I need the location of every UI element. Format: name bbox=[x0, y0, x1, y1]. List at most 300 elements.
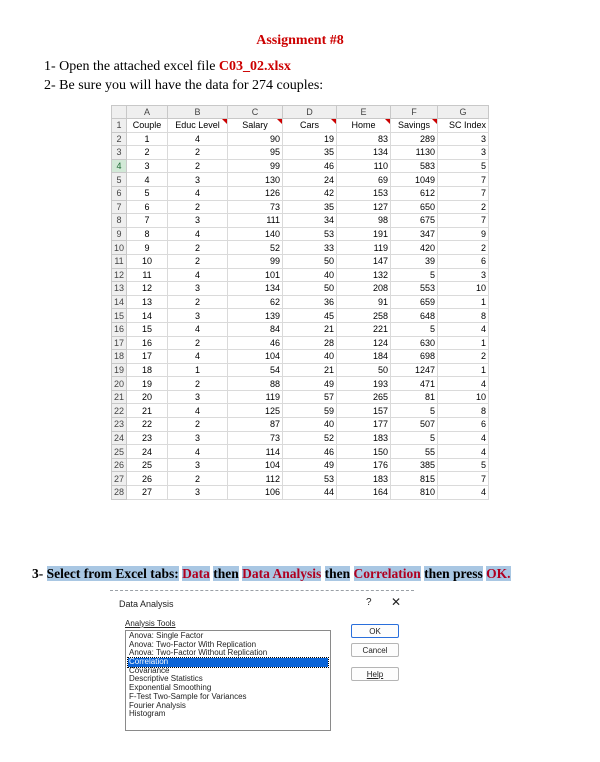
assignment-title: Assignment #8 bbox=[256, 33, 344, 48]
row-number[interactable]: 6 bbox=[112, 186, 127, 200]
cell[interactable]: 35 bbox=[283, 200, 337, 214]
cell[interactable]: 147 bbox=[337, 254, 391, 268]
cell[interactable]: 9 bbox=[438, 227, 489, 241]
row-number[interactable]: 12 bbox=[112, 268, 127, 282]
cell[interactable]: 153 bbox=[337, 186, 391, 200]
cell[interactable]: 2 bbox=[438, 200, 489, 214]
excel-file-name[interactable]: C03_02.xlsx bbox=[218, 59, 291, 74]
cell[interactable]: 11 bbox=[127, 268, 168, 282]
cell[interactable]: 258 bbox=[337, 309, 391, 323]
cell[interactable]: 55 bbox=[391, 445, 438, 459]
header-cell[interactable]: Cars bbox=[283, 119, 337, 133]
cell[interactable]: 4 bbox=[438, 431, 489, 445]
cell[interactable]: 39 bbox=[391, 254, 438, 268]
step-3-correlation: Correlation bbox=[353, 566, 421, 581]
cell[interactable]: 42 bbox=[283, 186, 337, 200]
cell[interactable]: 4 bbox=[438, 486, 489, 500]
cell[interactable]: 4 bbox=[438, 445, 489, 459]
row-number[interactable]: 3 bbox=[112, 146, 127, 160]
cell[interactable]: 46 bbox=[228, 336, 283, 350]
cell[interactable]: 1 bbox=[438, 336, 489, 350]
cell[interactable]: 112 bbox=[228, 472, 283, 486]
column-header-row bbox=[112, 106, 489, 119]
cell[interactable]: 98 bbox=[337, 214, 391, 228]
cell[interactable]: 815 bbox=[391, 472, 438, 486]
table-row bbox=[112, 458, 489, 472]
cell[interactable]: 69 bbox=[337, 173, 391, 187]
cell[interactable]: 44 bbox=[283, 486, 337, 500]
cell[interactable]: 2 bbox=[168, 254, 228, 268]
cell[interactable]: 193 bbox=[337, 377, 391, 391]
dialog-title: Data Analysis bbox=[119, 599, 174, 609]
cell[interactable]: 91 bbox=[337, 295, 391, 309]
cell[interactable]: 3 bbox=[168, 458, 228, 472]
row-number[interactable]: 23 bbox=[112, 418, 127, 432]
column-header-a[interactable]: A bbox=[127, 106, 168, 119]
cell[interactable]: 648 bbox=[391, 309, 438, 323]
cell[interactable]: 4 bbox=[127, 173, 168, 187]
row-number[interactable]: 19 bbox=[112, 363, 127, 377]
cell[interactable]: 83 bbox=[337, 132, 391, 146]
row-number[interactable]: 5 bbox=[112, 173, 127, 187]
cell[interactable]: 59 bbox=[283, 404, 337, 418]
cell[interactable]: 2 bbox=[438, 350, 489, 364]
help-question-icon[interactable]: ? bbox=[366, 597, 372, 608]
cell[interactable]: 9 bbox=[127, 241, 168, 255]
cell[interactable]: 124 bbox=[337, 336, 391, 350]
cell[interactable]: 104 bbox=[228, 350, 283, 364]
cell[interactable]: 2 bbox=[168, 377, 228, 391]
cell[interactable]: 164 bbox=[337, 486, 391, 500]
cell[interactable]: 33 bbox=[283, 241, 337, 255]
step-2 bbox=[44, 78, 323, 94]
row-number[interactable]: 28 bbox=[112, 486, 127, 500]
cell[interactable]: 12 bbox=[127, 282, 168, 296]
cell[interactable]: 46 bbox=[283, 445, 337, 459]
cell[interactable]: 40 bbox=[283, 418, 337, 432]
cell[interactable]: 45 bbox=[283, 309, 337, 323]
column-header-d[interactable]: D bbox=[283, 106, 337, 119]
cell[interactable]: 111 bbox=[228, 214, 283, 228]
cell[interactable]: 2 bbox=[168, 295, 228, 309]
table-row bbox=[112, 363, 489, 377]
cell[interactable]: 50 bbox=[283, 254, 337, 268]
cell[interactable]: 289 bbox=[391, 132, 438, 146]
cell[interactable]: 127 bbox=[337, 200, 391, 214]
cell[interactable]: 10 bbox=[127, 254, 168, 268]
analysis-tool-item[interactable]: Anova: Single Factor bbox=[129, 631, 204, 640]
row-number[interactable]: 13 bbox=[112, 282, 127, 296]
step-3-data-analysis: Data Analysis bbox=[242, 566, 322, 581]
cell[interactable]: 14 bbox=[127, 309, 168, 323]
cell[interactable]: 28 bbox=[283, 336, 337, 350]
cell[interactable]: 265 bbox=[337, 390, 391, 404]
table-row bbox=[112, 268, 489, 282]
row-number[interactable]: 2 bbox=[112, 132, 127, 146]
header-cell[interactable]: Savings bbox=[391, 119, 438, 133]
cell[interactable]: 16 bbox=[127, 336, 168, 350]
cell[interactable]: 4 bbox=[168, 350, 228, 364]
cell[interactable]: 99 bbox=[228, 159, 283, 173]
cell[interactable]: 140 bbox=[228, 227, 283, 241]
cell[interactable]: 3 bbox=[168, 214, 228, 228]
header-cell[interactable]: Couple bbox=[127, 119, 168, 133]
cell[interactable]: 810 bbox=[391, 486, 438, 500]
cell[interactable]: 2 bbox=[168, 241, 228, 255]
cell[interactable]: 8 bbox=[438, 404, 489, 418]
close-icon[interactable]: ✕ bbox=[391, 595, 402, 609]
cell[interactable]: 675 bbox=[391, 214, 438, 228]
table-row bbox=[112, 146, 489, 160]
cell[interactable]: 5 bbox=[391, 404, 438, 418]
row-number[interactable]: 22 bbox=[112, 404, 127, 418]
cell[interactable]: 4 bbox=[168, 268, 228, 282]
data-analysis-dialog bbox=[110, 590, 414, 740]
table-row bbox=[112, 241, 489, 255]
row-number[interactable]: 20 bbox=[112, 377, 127, 391]
cell[interactable]: 25 bbox=[127, 458, 168, 472]
cell[interactable]: 87 bbox=[228, 418, 283, 432]
table-row bbox=[112, 377, 489, 391]
cell[interactable]: 21 bbox=[283, 322, 337, 336]
analysis-tool-item[interactable]: Covariance bbox=[129, 665, 170, 675]
cell[interactable]: 40 bbox=[283, 350, 337, 364]
select-all-corner[interactable] bbox=[112, 106, 127, 119]
cell[interactable]: 53 bbox=[283, 472, 337, 486]
row-number[interactable]: 24 bbox=[112, 431, 127, 445]
cell[interactable]: 52 bbox=[283, 431, 337, 445]
cell[interactable]: 7 bbox=[438, 214, 489, 228]
cell[interactable]: 13 bbox=[127, 295, 168, 309]
cell[interactable]: 347 bbox=[391, 227, 438, 241]
cell[interactable]: 6 bbox=[438, 254, 489, 268]
cell[interactable]: 3 bbox=[168, 486, 228, 500]
cell[interactable]: 2 bbox=[168, 336, 228, 350]
cell[interactable]: 18 bbox=[127, 363, 168, 377]
header-cell[interactable]: Educ Level bbox=[168, 119, 228, 133]
cell[interactable]: 40 bbox=[283, 268, 337, 282]
row-number[interactable]: 9 bbox=[112, 227, 127, 241]
cell[interactable]: 95 bbox=[228, 146, 283, 160]
cell[interactable]: 2 bbox=[127, 146, 168, 160]
cell[interactable]: 53 bbox=[283, 227, 337, 241]
ok-button[interactable]: OK bbox=[351, 624, 399, 638]
cell[interactable]: 73 bbox=[228, 431, 283, 445]
cell[interactable]: 126 bbox=[228, 186, 283, 200]
step-3-ok: OK. bbox=[486, 566, 511, 581]
spreadsheet bbox=[111, 105, 489, 500]
column-header-g[interactable]: G bbox=[438, 106, 489, 119]
cell[interactable]: 21 bbox=[127, 404, 168, 418]
cell[interactable]: 8 bbox=[438, 309, 489, 323]
column-header-c[interactable]: C bbox=[228, 106, 283, 119]
cell[interactable]: 27 bbox=[127, 486, 168, 500]
cell[interactable]: 132 bbox=[337, 268, 391, 282]
analysis-tool-item[interactable]: Exponential Smoothing bbox=[129, 683, 212, 693]
cell[interactable]: 134 bbox=[337, 146, 391, 160]
cell[interactable]: 50 bbox=[283, 282, 337, 296]
table-row bbox=[112, 186, 489, 200]
cell[interactable]: 73 bbox=[228, 200, 283, 214]
cell[interactable]: 4 bbox=[168, 404, 228, 418]
row-number[interactable]: 27 bbox=[112, 472, 127, 486]
row-number[interactable]: 7 bbox=[112, 200, 127, 214]
cell[interactable]: 49 bbox=[283, 377, 337, 391]
cell[interactable]: 84 bbox=[228, 322, 283, 336]
row-number[interactable]: 17 bbox=[112, 336, 127, 350]
cell[interactable]: 21 bbox=[283, 363, 337, 377]
cell[interactable]: 19 bbox=[283, 132, 337, 146]
row-number[interactable]: 8 bbox=[112, 214, 127, 228]
step-3-number: 3- bbox=[32, 566, 44, 581]
cell[interactable]: 698 bbox=[391, 350, 438, 364]
cell[interactable]: 90 bbox=[228, 132, 283, 146]
cell[interactable]: 36 bbox=[283, 295, 337, 309]
cell[interactable]: 19 bbox=[127, 377, 168, 391]
analysis-tool-item[interactable]: Correlation bbox=[128, 658, 328, 667]
cell[interactable]: 583 bbox=[391, 159, 438, 173]
cell[interactable]: 8 bbox=[127, 227, 168, 241]
cell[interactable]: 7 bbox=[438, 472, 489, 486]
step-2-text: Be sure you will have the data for 274 couples: bbox=[59, 78, 324, 93]
column-header-e[interactable]: E bbox=[337, 106, 391, 119]
table-row bbox=[112, 159, 489, 173]
analysis-tool-item[interactable]: Descriptive Statistics bbox=[129, 674, 203, 684]
step-1-text: Open the attached excel file bbox=[59, 59, 216, 74]
cell[interactable]: 17 bbox=[127, 350, 168, 364]
step-2-number: 2- bbox=[44, 78, 56, 93]
cell[interactable]: 471 bbox=[391, 377, 438, 391]
cell[interactable]: 2 bbox=[168, 472, 228, 486]
table-row bbox=[112, 282, 489, 296]
cell[interactable]: 612 bbox=[391, 186, 438, 200]
cell[interactable]: 130 bbox=[228, 173, 283, 187]
cell[interactable]: 101 bbox=[228, 268, 283, 282]
cell[interactable]: 104 bbox=[228, 458, 283, 472]
table-row bbox=[112, 132, 489, 146]
row-number[interactable]: 1 bbox=[112, 119, 127, 133]
cell[interactable]: 507 bbox=[391, 418, 438, 432]
cell[interactable]: 24 bbox=[127, 445, 168, 459]
table-row bbox=[112, 200, 489, 214]
cell[interactable]: 3 bbox=[168, 390, 228, 404]
cell[interactable]: 4 bbox=[168, 445, 228, 459]
analysis-tool-item[interactable]: Anova: Two-Factor With Replication bbox=[129, 639, 257, 649]
step-3-data-tab: Data bbox=[182, 566, 210, 581]
cell[interactable]: 1130 bbox=[391, 146, 438, 160]
cell[interactable]: 7 bbox=[438, 173, 489, 187]
row-number[interactable]: 10 bbox=[112, 241, 127, 255]
step-1 bbox=[44, 59, 291, 75]
column-header-b[interactable]: B bbox=[168, 106, 228, 119]
analysis-tool-item[interactable]: F-Test Two-Sample for Variances bbox=[129, 691, 247, 701]
step-3-text-1: Select from Excel tabs: bbox=[46, 566, 179, 581]
cell[interactable]: 20 bbox=[127, 390, 168, 404]
cell[interactable]: 553 bbox=[391, 282, 438, 296]
table-row bbox=[112, 254, 489, 268]
cell[interactable]: 2 bbox=[168, 146, 228, 160]
cell[interactable]: 3 bbox=[438, 146, 489, 160]
analysis-tool-item[interactable]: Fourier Analysis bbox=[129, 700, 186, 710]
step-3-text-2: then bbox=[213, 566, 239, 581]
cell[interactable]: 125 bbox=[228, 404, 283, 418]
table-row bbox=[112, 431, 489, 445]
cell[interactable]: 4 bbox=[168, 132, 228, 146]
cell[interactable]: 1049 bbox=[391, 173, 438, 187]
cell[interactable]: 3 bbox=[438, 268, 489, 282]
cell[interactable]: 5 bbox=[438, 458, 489, 472]
table-row bbox=[112, 486, 489, 500]
cell[interactable]: 1247 bbox=[391, 363, 438, 377]
cancel-button[interactable]: Cancel bbox=[351, 643, 399, 657]
cell[interactable]: 49 bbox=[283, 458, 337, 472]
cell[interactable]: 35 bbox=[283, 146, 337, 160]
cell[interactable]: 10 bbox=[438, 282, 489, 296]
cell[interactable]: 5 bbox=[391, 431, 438, 445]
header-cell[interactable]: Home bbox=[337, 119, 391, 133]
row-number[interactable]: 15 bbox=[112, 309, 127, 323]
cell[interactable]: 1 bbox=[438, 295, 489, 309]
cell[interactable]: 15 bbox=[127, 322, 168, 336]
cell[interactable]: 1 bbox=[127, 132, 168, 146]
cell[interactable]: 4 bbox=[168, 227, 228, 241]
table-row bbox=[112, 418, 489, 432]
cell[interactable]: 7 bbox=[438, 186, 489, 200]
row-number[interactable]: 11 bbox=[112, 254, 127, 268]
cell[interactable]: 184 bbox=[337, 350, 391, 364]
row-number[interactable]: 18 bbox=[112, 350, 127, 364]
table-row bbox=[112, 390, 489, 404]
cell[interactable]: 139 bbox=[228, 309, 283, 323]
cell[interactable]: 10 bbox=[438, 390, 489, 404]
cell[interactable]: 4 bbox=[438, 377, 489, 391]
cell[interactable]: 385 bbox=[391, 458, 438, 472]
cell[interactable]: 150 bbox=[337, 445, 391, 459]
cell[interactable]: 81 bbox=[391, 390, 438, 404]
table-row bbox=[112, 350, 489, 364]
cell[interactable]: 183 bbox=[337, 472, 391, 486]
step-3 bbox=[32, 566, 511, 582]
cell[interactable]: 99 bbox=[228, 254, 283, 268]
cell[interactable]: 62 bbox=[228, 295, 283, 309]
cell[interactable]: 24 bbox=[283, 173, 337, 187]
table-row bbox=[112, 214, 489, 228]
cell[interactable]: 50 bbox=[337, 363, 391, 377]
cell[interactable]: 5 bbox=[391, 268, 438, 282]
cell[interactable]: 4 bbox=[168, 186, 228, 200]
cell[interactable]: 110 bbox=[337, 159, 391, 173]
cell[interactable]: 88 bbox=[228, 377, 283, 391]
cell[interactable]: 3 bbox=[438, 132, 489, 146]
cell[interactable]: 2 bbox=[168, 159, 228, 173]
cell[interactable]: 119 bbox=[337, 241, 391, 255]
cell[interactable]: 114 bbox=[228, 445, 283, 459]
cell[interactable]: 119 bbox=[228, 390, 283, 404]
cell[interactable]: 3 bbox=[168, 309, 228, 323]
table-row bbox=[112, 295, 489, 309]
cell[interactable]: 106 bbox=[228, 486, 283, 500]
table-row bbox=[112, 322, 489, 336]
cell[interactable]: 177 bbox=[337, 418, 391, 432]
cell[interactable]: 208 bbox=[337, 282, 391, 296]
row-number[interactable]: 16 bbox=[112, 322, 127, 336]
cell[interactable]: 1 bbox=[438, 363, 489, 377]
table-header-row bbox=[112, 119, 489, 133]
cell[interactable]: 659 bbox=[391, 295, 438, 309]
cell[interactable]: 46 bbox=[283, 159, 337, 173]
cell[interactable]: 191 bbox=[337, 227, 391, 241]
cell[interactable]: 1 bbox=[168, 363, 228, 377]
cell[interactable]: 134 bbox=[228, 282, 283, 296]
cell[interactable]: 2 bbox=[168, 200, 228, 214]
row-number[interactable]: 25 bbox=[112, 445, 127, 459]
cell[interactable]: 4 bbox=[168, 322, 228, 336]
analysis-tools-label: Analysis Tools bbox=[125, 619, 176, 628]
table-row bbox=[112, 309, 489, 323]
analysis-tools-list[interactable] bbox=[125, 630, 331, 731]
cell[interactable]: 5 bbox=[391, 322, 438, 336]
cell[interactable]: 52 bbox=[228, 241, 283, 255]
cell[interactable]: 157 bbox=[337, 404, 391, 418]
cell[interactable]: 34 bbox=[283, 214, 337, 228]
cell[interactable]: 23 bbox=[127, 431, 168, 445]
table-row bbox=[112, 404, 489, 418]
table-row bbox=[112, 227, 489, 241]
cell[interactable]: 2 bbox=[438, 241, 489, 255]
analysis-tool-item[interactable]: Anova: Two-Factor Without Replication bbox=[129, 648, 268, 658]
cell[interactable]: 650 bbox=[391, 200, 438, 214]
step-3-text-3: then bbox=[324, 566, 351, 581]
cell[interactable]: 630 bbox=[391, 336, 438, 350]
cell[interactable]: 3 bbox=[168, 431, 228, 445]
cell[interactable]: 4 bbox=[438, 322, 489, 336]
cell[interactable]: 3 bbox=[168, 282, 228, 296]
row-number[interactable]: 14 bbox=[112, 295, 127, 309]
table-row bbox=[112, 336, 489, 350]
row-number[interactable]: 4 bbox=[112, 159, 127, 173]
cell[interactable]: 420 bbox=[391, 241, 438, 255]
row-number[interactable]: 26 bbox=[112, 458, 127, 472]
header-cell[interactable]: Salary bbox=[228, 119, 283, 133]
cell[interactable]: 5 bbox=[438, 159, 489, 173]
cell[interactable]: 3 bbox=[127, 159, 168, 173]
step-1-number: 1- bbox=[44, 59, 56, 74]
cell[interactable]: 176 bbox=[337, 458, 391, 472]
analysis-tool-item[interactable]: Histogram bbox=[129, 709, 166, 719]
help-button[interactable]: Help bbox=[351, 667, 399, 681]
cell[interactable]: 5 bbox=[127, 186, 168, 200]
cell[interactable]: 54 bbox=[228, 363, 283, 377]
cell[interactable]: 3 bbox=[168, 173, 228, 187]
cell[interactable]: 7 bbox=[127, 214, 168, 228]
cell[interactable]: 22 bbox=[127, 418, 168, 432]
cell[interactable]: 57 bbox=[283, 390, 337, 404]
cell[interactable]: 2 bbox=[168, 418, 228, 432]
cell[interactable]: 6 bbox=[438, 418, 489, 432]
row-number[interactable]: 21 bbox=[112, 390, 127, 404]
cell[interactable]: 221 bbox=[337, 322, 391, 336]
cell[interactable]: 6 bbox=[127, 200, 168, 214]
cell[interactable]: 26 bbox=[127, 472, 168, 486]
dialog-top-border bbox=[110, 590, 414, 591]
table-row bbox=[112, 445, 489, 459]
table-row bbox=[112, 173, 489, 187]
header-cell[interactable]: SC Index bbox=[438, 119, 489, 133]
table-row bbox=[112, 472, 489, 486]
cell[interactable]: 183 bbox=[337, 431, 391, 445]
column-header-f[interactable]: F bbox=[391, 106, 438, 119]
step-3-text-4: then press bbox=[424, 566, 483, 581]
